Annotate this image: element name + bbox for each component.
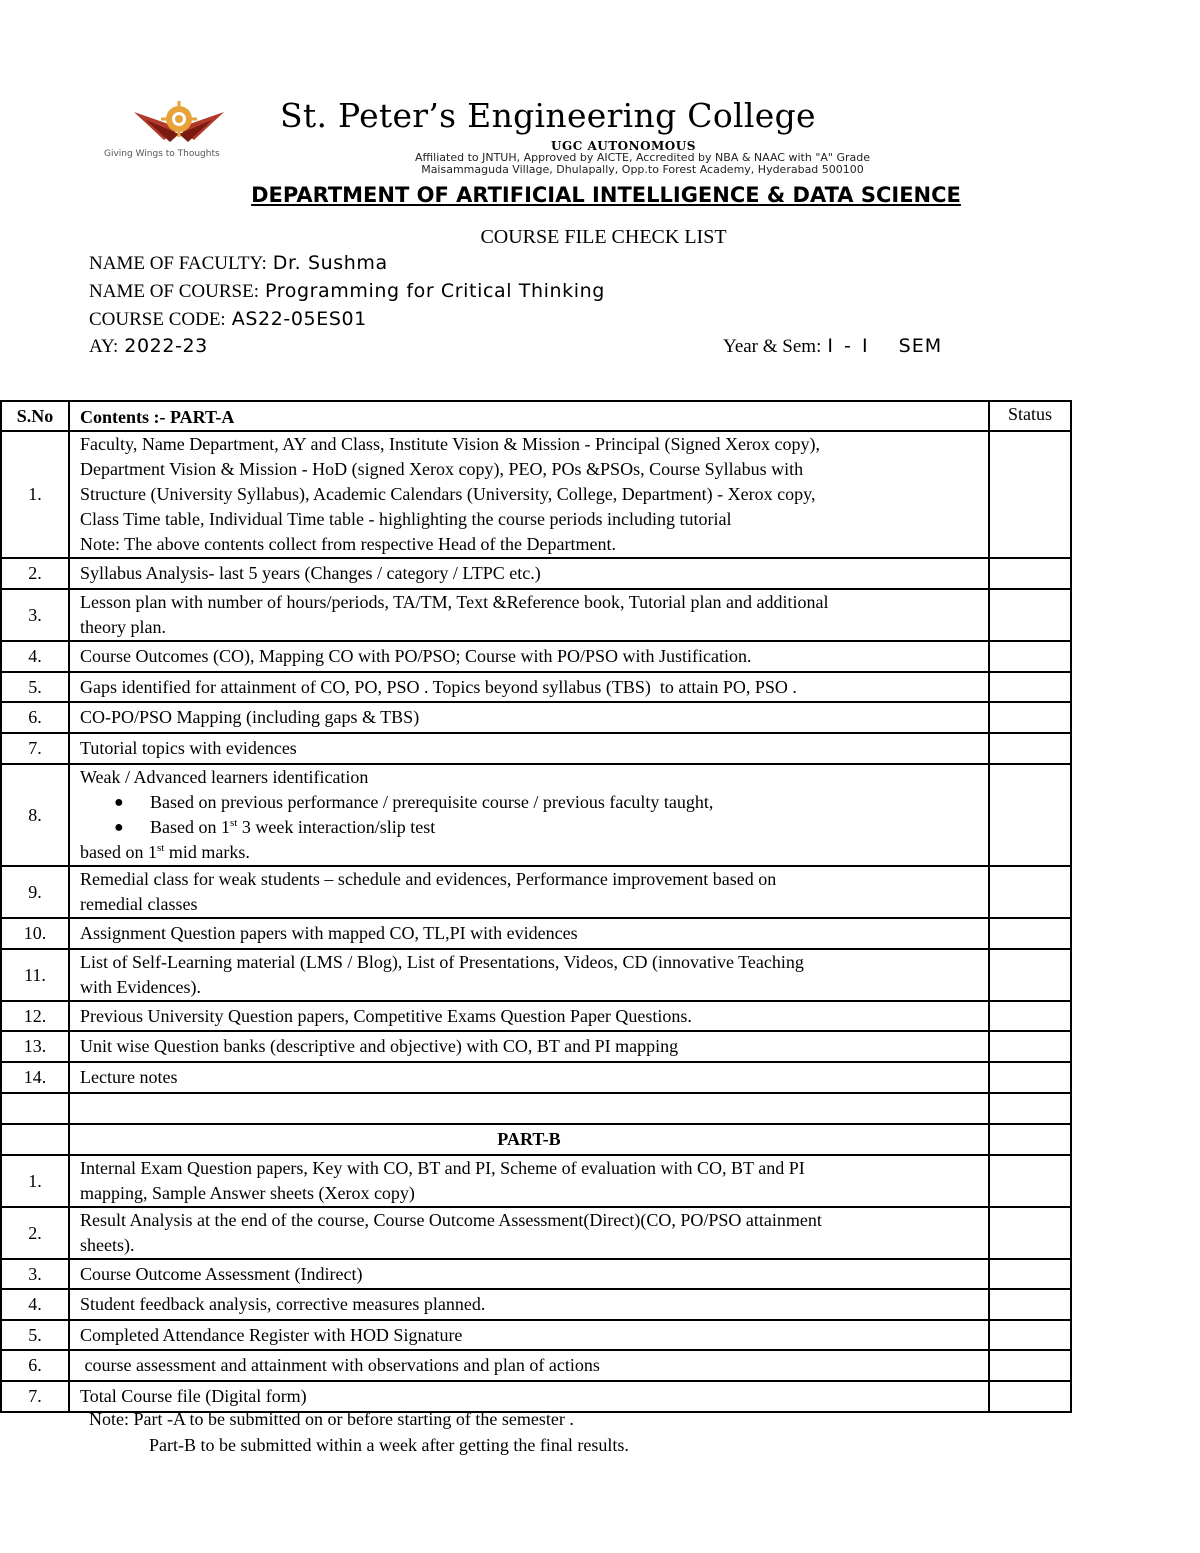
row-sno: 1.	[1, 1155, 69, 1207]
row-status-cell[interactable]	[989, 1259, 1071, 1289]
row-content-line: CO-PO/PSO Mapping (including gaps & TBS)	[80, 707, 420, 727]
row-content	[69, 1207, 989, 1259]
row-status-cell[interactable]	[989, 1155, 1071, 1207]
row-status-cell[interactable]	[989, 733, 1071, 764]
row-sno: 3.	[1, 1259, 69, 1289]
row-content-line: Assignment Question papers with mapped CO, TL,PI with evidences	[80, 923, 578, 943]
row-status-cell[interactable]	[989, 918, 1071, 949]
row-content	[69, 558, 989, 589]
row-content-line: Total Course file (Digital form)	[80, 1386, 307, 1406]
course-code-label: COURSE CODE:	[89, 309, 226, 330]
row-sno: 4.	[1, 641, 69, 672]
empty-cell	[1, 1093, 69, 1124]
row-sno: 13.	[1, 1031, 69, 1062]
row-content-line: Previous University Question papers, Competitive Exams Question Paper Questions.	[80, 1005, 692, 1026]
checklist-table	[0, 400, 1072, 1413]
table-row	[1, 1001, 1071, 1031]
row-content	[69, 918, 989, 949]
row-sno: 5.	[1, 672, 69, 702]
row-content	[69, 764, 989, 866]
row-status-cell[interactable]	[989, 1062, 1071, 1093]
row-sno: 9.	[1, 866, 69, 918]
row-status-cell[interactable]	[989, 431, 1071, 558]
empty-row	[1, 1093, 1071, 1124]
row-content-line: mapping, Sample Answer sheets (Xerox copy)	[80, 1183, 415, 1203]
table-row	[1, 918, 1071, 949]
column-header-sno: S.No	[1, 401, 69, 431]
college-logo	[104, 100, 264, 162]
row-sno: 10.	[1, 918, 69, 949]
row-content	[69, 1155, 989, 1207]
row-sno: 8.	[1, 764, 69, 866]
empty-cell	[69, 1093, 989, 1124]
row-content	[69, 702, 989, 733]
row-content	[69, 672, 989, 702]
submission-note	[89, 1406, 629, 1458]
row-status-cell[interactable]	[989, 672, 1071, 702]
row-sno: 2.	[1, 558, 69, 589]
row-content-line: Lesson plan with number of hours/periods, TA/TM, Text &Reference book, Tutorial plan and additional	[80, 592, 829, 612]
row-sno: 2.	[1, 1207, 69, 1259]
table-row	[1, 1289, 1071, 1320]
table-row	[1, 1259, 1071, 1289]
address-line: Maisammaguda Village, Dhulapally, Opp.to Forest Academy, Hyderabad 500100	[421, 163, 864, 176]
row-content-line: Course Outcome Assessment (Indirect)	[80, 1263, 363, 1284]
college-name: St. Peter’s Engineering College	[280, 96, 816, 135]
row-content-line: Faculty, Name Department, AY and Class, Institute Vision & Mission - Principal (Signed Xerox copy),	[80, 434, 820, 454]
ay-value: 2022-23	[124, 335, 208, 357]
row-content-line: Gaps identified for attainment of CO, PO, PSO . Topics beyond syllabus (TBS) to attain PO, PSO .	[80, 676, 797, 697]
column-header-contents: Contents :- PART-A	[69, 401, 989, 431]
table-row	[1, 641, 1071, 672]
college-logo-emblem	[104, 100, 264, 162]
row-sno: 7.	[1, 1381, 69, 1412]
row-content-line: Course Outcomes (CO), Mapping CO with PO/PSO; Course with PO/PSO with Justification.	[80, 646, 752, 666]
row-content	[69, 1031, 989, 1062]
row-content-line: Lecture notes	[80, 1067, 178, 1087]
ordinal-suffix: st	[156, 842, 165, 854]
row-content-line: Structure (University Syllabus), Academic Calendars (University, College, Department) - Xerox copy,	[80, 484, 816, 504]
row-status-cell[interactable]	[989, 558, 1071, 589]
bullet-item: ● Based on previous performance / prerequisite course / previous faculty taught,	[80, 790, 984, 815]
column-header-status: Status	[989, 401, 1071, 431]
row-sno: 6.	[1, 1350, 69, 1381]
row-content	[69, 1062, 989, 1093]
note-line-2: Part-B to be submitted within a week after getting the final results.	[149, 1435, 629, 1455]
row-content	[69, 1320, 989, 1350]
row-status-cell[interactable]	[989, 702, 1071, 733]
page-title: COURSE FILE CHECK LIST	[480, 226, 727, 248]
row-content	[69, 589, 989, 641]
row-sno: 1.	[1, 431, 69, 558]
row-content	[69, 949, 989, 1001]
row-content	[69, 1289, 989, 1320]
row-status-cell[interactable]	[989, 1320, 1071, 1350]
table-row	[1, 1207, 1071, 1259]
bullet-text: Based on 1	[150, 817, 230, 837]
row-status-cell[interactable]	[989, 866, 1071, 918]
row-content-line: Result Analysis at the end of the course, Course Outcome Assessment(Direct)(CO, PO/PSO attainment	[80, 1210, 822, 1230]
row-content-line: Weak / Advanced learners identification	[80, 767, 369, 787]
row-status-cell[interactable]	[989, 1350, 1071, 1381]
row-content-line: Internal Exam Question papers, Key with CO, BT and PI, Scheme of evaluation with CO, BT and PI	[80, 1158, 805, 1178]
course-label: NAME OF COURSE:	[89, 281, 259, 302]
table-row	[1, 733, 1071, 764]
row-content-line: Remedial class for weak students – schedule and evidences, Performance improvement based on	[80, 869, 777, 889]
bullet-text: 3 week interaction/slip test	[237, 817, 436, 837]
bullet-item	[80, 815, 984, 840]
row-sno: 7.	[1, 733, 69, 764]
row-content	[69, 641, 989, 672]
row-content-line: theory plan.	[80, 617, 166, 637]
row-sno: 11.	[1, 949, 69, 1001]
row-content	[69, 866, 989, 918]
faculty-label: NAME OF FACULTY:	[89, 253, 267, 274]
row-status-cell[interactable]	[989, 1001, 1071, 1031]
table-row	[1, 1320, 1071, 1350]
row-content	[69, 733, 989, 764]
ordinal-suffix: st	[230, 817, 238, 829]
ay-row	[89, 335, 208, 358]
faculty-row	[89, 252, 388, 275]
row-sno: 6.	[1, 702, 69, 733]
row-status-cell[interactable]	[989, 1381, 1071, 1412]
row-status-cell[interactable]	[989, 764, 1071, 866]
row-content-line: Syllabus Analysis- last 5 years (Changes / category / LTPC etc.)	[80, 563, 541, 583]
row-content-line: course assessment and attainment with observations and plan of actions	[80, 1355, 600, 1375]
year-sem-row	[723, 335, 942, 358]
row-content	[69, 1350, 989, 1381]
row-sno: 12.	[1, 1001, 69, 1031]
note-line-1: Note: Part -A to be submitted on or before starting of the semester .	[89, 1409, 574, 1429]
outro-text: mid marks.	[164, 842, 250, 862]
row-status-cell[interactable]	[989, 589, 1071, 641]
department-title: DEPARTMENT OF ARTIFICIAL INTELLIGENCE & DATA SCIENCE	[251, 183, 961, 207]
year-sem-label: Year & Sem:	[723, 336, 822, 357]
table-row	[1, 672, 1071, 702]
table-row	[1, 1350, 1071, 1381]
table-row	[1, 1062, 1071, 1093]
table-row	[1, 558, 1071, 589]
logo-tagline: Giving Wings to Thoughts	[104, 149, 220, 159]
row-sno: 4.	[1, 1289, 69, 1320]
row-content-line	[80, 840, 984, 865]
row-content	[69, 1259, 989, 1289]
row-content	[69, 1001, 989, 1031]
row-status-cell[interactable]	[989, 1289, 1071, 1320]
bullet-list	[80, 790, 984, 840]
row-content	[69, 431, 989, 558]
row-content-line: Completed Attendance Register with HOD Signature	[80, 1324, 463, 1345]
course-value: Programming for Critical Thinking	[265, 280, 605, 302]
row-content-line: sheets).	[80, 1235, 135, 1255]
row-status-cell[interactable]	[989, 641, 1071, 672]
row-content-line: Student feedback analysis, corrective measures planned.	[80, 1294, 486, 1314]
row-status-cell[interactable]	[989, 1031, 1071, 1062]
ay-label: AY:	[89, 336, 119, 357]
row-content-line: Department Vision & Mission - HoD (signed Xerox copy), PEO, POs &PSOs, Course Syllabus with	[80, 459, 804, 479]
row-status-cell[interactable]	[989, 1207, 1071, 1259]
table-header-row	[1, 401, 1071, 431]
college-affiliation	[340, 152, 945, 176]
row-content-line: Note: The above contents collect from respective Head of the Department.	[80, 534, 616, 554]
year-sem-value: I - I SEM	[827, 335, 943, 357]
table-row	[1, 431, 1071, 558]
row-content-line: Unit wise Question banks (descriptive and objective) with CO, BT and PI mapping	[80, 1036, 679, 1056]
course-code-value: AS22-05ES01	[231, 308, 367, 330]
row-content-line: remedial classes	[80, 894, 198, 914]
empty-cell	[1, 1124, 69, 1155]
row-content-line: Class Time table, Individual Time table - highlighting the course periods including tutorial	[80, 509, 732, 529]
table-row	[1, 589, 1071, 641]
row-content-line: List of Self-Learning material (LMS / Blog), List of Presentations, Videos, CD (innovative Teaching	[80, 952, 804, 972]
empty-cell	[989, 1124, 1071, 1155]
row-sno: 14.	[1, 1062, 69, 1093]
affiliation-line: Affiliated to JNTUH, Approved by AICTE, Accredited by NBA & NAAC with "A" Grade	[415, 151, 870, 164]
table-row	[1, 702, 1071, 733]
row-content-line: Tutorial topics with evidences	[80, 738, 297, 758]
course-code-row	[89, 308, 367, 331]
row-content-line: with Evidences).	[80, 977, 201, 997]
table-row	[1, 1031, 1071, 1062]
row-sno: 5.	[1, 1320, 69, 1350]
table-row	[1, 764, 1071, 866]
table-row	[1, 866, 1071, 918]
table-row	[1, 949, 1071, 1001]
row-sno: 3.	[1, 589, 69, 641]
part-b-heading: PART-B	[69, 1124, 989, 1155]
table-row	[1, 1155, 1071, 1207]
part-b-heading-row	[1, 1124, 1071, 1155]
course-row	[89, 280, 605, 303]
empty-cell	[989, 1093, 1071, 1124]
faculty-value: Dr. Sushma	[272, 252, 388, 274]
ugc-autonomous: UGC AUTONOMOUS	[551, 139, 696, 153]
outro-text: based on 1	[80, 842, 157, 862]
row-status-cell[interactable]	[989, 949, 1071, 1001]
